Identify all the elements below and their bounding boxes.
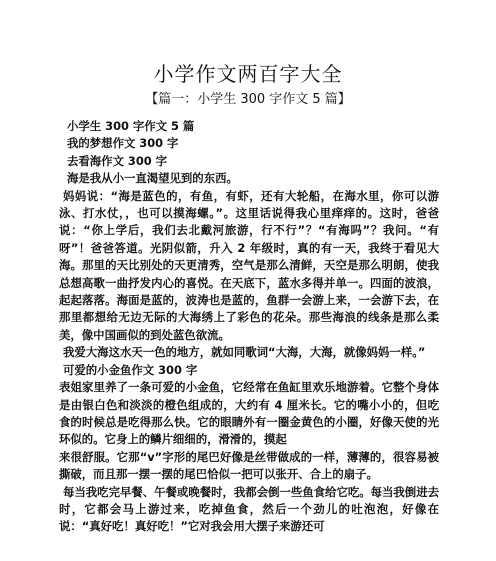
paragraph: 我爱大海这水天一色的地方，就如同歌词“大海，大海，就像妈妈一样。” (63, 345, 426, 360)
paragraph: 每当我吃完早餐、午餐或晚餐时，我都会倒一些鱼食给它吃。每当我倒进去时，它都会马上游过来，吃掉鱼食，然后一个劲儿的吐泡泡，好像在说：“真好吃！真好吃！”它对我会用大摆子来游还可 (59, 484, 439, 534)
paragraph: 妈妈说：“海是蓝色的，有鱼，有虾，还有大轮船，在海水里，你可以游泳、打水仗，，也可以摸海螺。”。这里话说得我心里痒痒的。这时，爸爸说：“你上学后，我们去北戴河旅游，行不行”？“有海吗”？我问。“有呀”！爸爸答道。光阴似箭，升入 2 年级时，真的有一天，我终于看见大海。那里的天比别处的天更清秀，空气是那么清鲜，天空是那么明朗，使我总想高歌一曲抒发内心的喜悦。在天底下，蓝水多得并单一。四面的波浪，起起落落。海面是蓝的，波涛也是蓝的，鱼群一会游上来，一会游下去，在那里都想给无边无际的大海绣上了彩色的花朵。那些海浪的线条是那么柔美，像中国画似的到处蓝色欲流。 (59, 188, 439, 342)
paragraph: 小学生 300 字作文 5 篇 (67, 119, 195, 133)
document-body (59, 118, 439, 536)
paragraph: 我的梦想作文 300 字 (67, 136, 179, 151)
paragraph: 可爱的小金鱼作文 300 字 (63, 362, 198, 377)
paragraph: 表姐家里养了一条可爱的小金鱼，它经常在鱼缸里欢乐地游着。它整个身体是由银白色和淡淡的橙色组成的，大约有 4 厘米长。它的嘴小小的，但吃食的时候总是吃得那么快。它的眼睛外有一圈金黄色的小圈，好像天使的光环似的。它身上的鳞片细细的，滑滑的，摸起 (59, 380, 439, 447)
document-title: 小学作文两百字大全 (153, 62, 343, 86)
document-subtitle: 【篇一：小学生 300 字作文 5 篇】 (145, 92, 351, 107)
paragraph: 去看海作文 300 字 (67, 153, 168, 168)
paragraph: 海是我从小一直渴望见到的东西。 (67, 171, 238, 186)
paragraph: 来很舒服。它那“v”字形的尾巴好像是丝带做成的一样，薄薄的，很容易被撕破，而且那一摆一摆的尾巴恰似一把可以张开、合上的扇子。 (59, 449, 439, 482)
